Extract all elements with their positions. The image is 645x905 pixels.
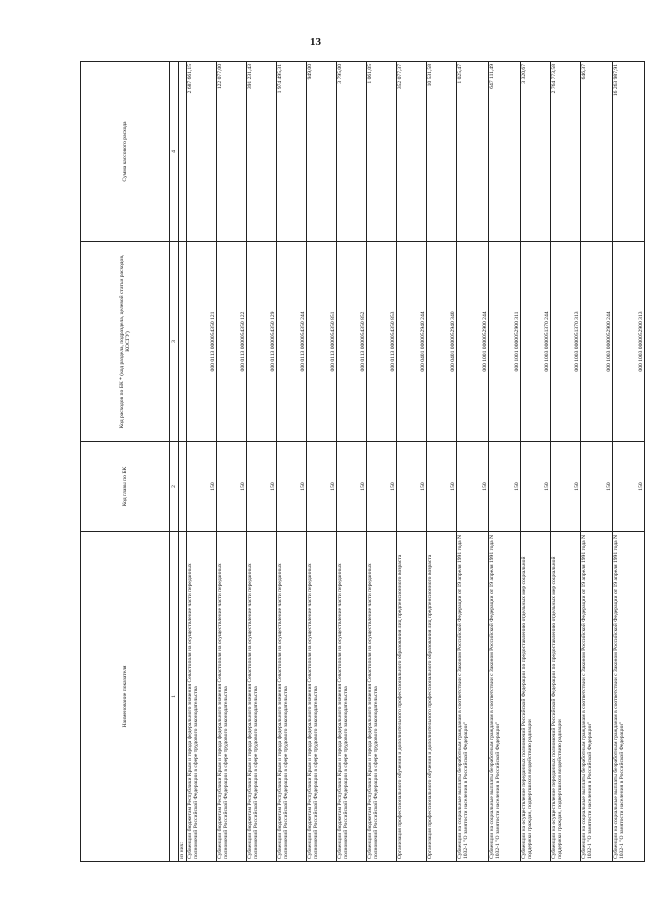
header-sum: Сумма кассового расхода (81, 62, 170, 242)
empty-cell (179, 442, 187, 532)
code-cell: 150 (187, 442, 217, 532)
sum-cell: 1 061,05 (367, 62, 397, 242)
column-number-row (170, 62, 179, 862)
table-row (307, 62, 337, 862)
sum-cell: 352 077,37 (397, 62, 427, 242)
code-cell: 150 (307, 442, 337, 532)
name-cell: Организация профессионального обучения и дополнительного профессионального образования лиц предпенсионного возраста (427, 532, 457, 862)
sum-cell: 16 263 987,91 (613, 62, 645, 242)
kbk-cell: 000 0113 0000054350 122 (217, 242, 247, 442)
name-cell: Субвенции бюджетам Республики Крым и города федерального значения Севастополя на осуществление части переданных полномочий Российской Федерации в сфере трудового законодательства (277, 532, 307, 862)
sum-cell: 3 320,67 (521, 62, 551, 242)
sum-cell: 1 025,47 (457, 62, 489, 242)
table-row (367, 62, 397, 862)
empty-cell (179, 62, 187, 242)
table-row (427, 62, 457, 862)
sum-cell: 10 531,58 (427, 62, 457, 242)
name-cell: Субвенции бюджетам Республики Крым и города федерального значения Севастополя на осуществление части переданных полномочий Российской Федерации в сфере трудового законодательства (367, 532, 397, 862)
code-cell: 150 (337, 442, 367, 532)
name-cell: Субвенции на осуществление переданных полномочий Российской Федерации по предоставлению отдельных мер социальной поддержки граждан, подвергшихся воздействию радиации (551, 532, 581, 862)
name-cell: Субвенции на социальные выплаты безработным гражданам в соответствии с Законом Российской Федерации от 19 апреля 1991 года N 1032-1 "О занятости населения в Российской Федерации" (457, 532, 489, 862)
name-cell: Субвенции бюджетам Республики Крым и города федерального значения Севастополя на осуществление части переданных полномочий Российской Федерации в сфере трудового законодательства (217, 532, 247, 862)
name-cell: Организация профессионального обучения и дополнительного профессионального образования лиц предпенсионного возраста (397, 532, 427, 862)
table-row (581, 62, 613, 862)
sum-cell: 646,37 (581, 62, 613, 242)
kbk-cell: 000 0113 0000054350 129 (247, 242, 277, 442)
name-cell: Субвенции на осуществление переданных полномочий Российской Федерации по предоставлению отдельных мер социальной поддержки граждан, подвергшихся воздействию радиации (521, 532, 551, 862)
kbk-cell: 000 0401 0000052940 340 (427, 242, 457, 442)
name-cell: Субвенции на социальные выплаты безработным гражданам в соответствии с Законом Российской Федерации от 19 апреля 1991 года N 1032-1 "О занятости населения в Российской Федерации" (613, 532, 645, 862)
table-row (521, 62, 551, 862)
code-cell: 150 (247, 442, 277, 532)
header-name: Наименование показателя (81, 532, 170, 862)
sum-cell: 391 231,43 (247, 62, 277, 242)
table-row (217, 62, 247, 862)
table-row (337, 62, 367, 862)
kbk-cell: 000 1001 0000052900 311 (489, 242, 521, 442)
code-cell: 150 (217, 442, 247, 532)
table-row (277, 62, 307, 862)
code-cell: 150 (397, 442, 427, 532)
subheader-text: из них: (179, 532, 187, 862)
code-cell: 150 (613, 442, 645, 532)
code-cell: 150 (489, 442, 521, 532)
name-cell: Субвенции на социальные выплаты безработным гражданам в соответствии с Законом Российской Федерации от 19 апреля 1991 года N 1032-1 "О занятости населения в Российской Федерации" (489, 532, 521, 862)
kbk-cell: 000 1003 0000051370 244 (521, 242, 551, 442)
kbk-cell: 000 1001 0000052900 244 (457, 242, 489, 442)
code-cell: 150 (457, 442, 489, 532)
kbk-cell: 000 1003 0000051370 313 (551, 242, 581, 442)
name-cell: Субвенции бюджетам Республики Крым и города федерального значения Севастополя на осуществление части переданных полномочий Российской Федерации в сфере трудового законодательства (187, 532, 217, 862)
table-row (613, 62, 645, 862)
subheader-row (179, 62, 187, 862)
sum-cell: 3 795,00 (337, 62, 367, 242)
column-number: 4 (170, 62, 179, 242)
kbk-cell: 000 0113 0000054350 851 (307, 242, 337, 442)
name-cell: Субвенции бюджетам Республики Крым и города федерального значения Севастополя на осуществление части переданных полномочий Российской Федерации в сфере трудового законодательства (247, 532, 277, 862)
kbk-cell: 000 0113 0000054350 852 (337, 242, 367, 442)
kbk-cell: 000 1003 0000052900 313 (613, 242, 645, 442)
table-header-row (81, 62, 170, 862)
table-row (551, 62, 581, 862)
kbk-cell: 000 0113 0000054350 121 (187, 242, 217, 442)
kbk-cell: 000 1003 0000052900 244 (581, 242, 613, 442)
name-cell: Субвенции на социальные выплаты безработным гражданам в соответствии с Законом Российской Федерации от 19 апреля 1991 года N 1032-1 "О занятости населения в Российской Федерации" (581, 532, 613, 862)
kbk-cell: 000 0401 0000052940 244 (397, 242, 427, 442)
kbk-cell: 000 0113 0000054350 244 (277, 242, 307, 442)
code-cell: 150 (551, 442, 581, 532)
sum-cell: 1 974 495,31 (277, 62, 307, 242)
column-number: 3 (170, 242, 179, 442)
code-cell: 150 (277, 442, 307, 532)
header-kbk: Код расходов по БК * (код раздела, подраздела, целевой статьи расходов, КОСГУ) (81, 242, 170, 442)
table-row (187, 62, 217, 862)
rotated-table-container (80, 62, 644, 862)
code-cell: 150 (427, 442, 457, 532)
code-cell: 150 (521, 442, 551, 532)
expenses-table (80, 61, 645, 862)
table-row (489, 62, 521, 862)
sum-cell: 2 764 773,58 (551, 62, 581, 242)
code-cell: 150 (581, 442, 613, 532)
sum-cell: 949,00 (307, 62, 337, 242)
sum-cell: 122 077,00 (217, 62, 247, 242)
page-number: 13 (310, 36, 321, 48)
sum-cell: 2 687 661,15 (187, 62, 217, 242)
column-number: 2 (170, 442, 179, 532)
kbk-cell: 000 0113 0000054350 853 (367, 242, 397, 442)
column-number: 1 (170, 532, 179, 862)
table-row (397, 62, 427, 862)
table-row (457, 62, 489, 862)
sum-cell: 647 111,49 (489, 62, 521, 242)
name-cell: Субвенции бюджетам Республики Крым и города федерального значения Севастополя на осуществление части переданных полномочий Российской Федерации в сфере трудового законодательства (307, 532, 337, 862)
header-code: Код главы по БК (81, 442, 170, 532)
table-row (247, 62, 277, 862)
name-cell: Субвенции бюджетам Республики Крым и города федерального значения Севастополя на осуществление части переданных полномочий Российской Федерации в сфере трудового законодательства (337, 532, 367, 862)
code-cell: 150 (367, 442, 397, 532)
empty-cell (179, 242, 187, 442)
